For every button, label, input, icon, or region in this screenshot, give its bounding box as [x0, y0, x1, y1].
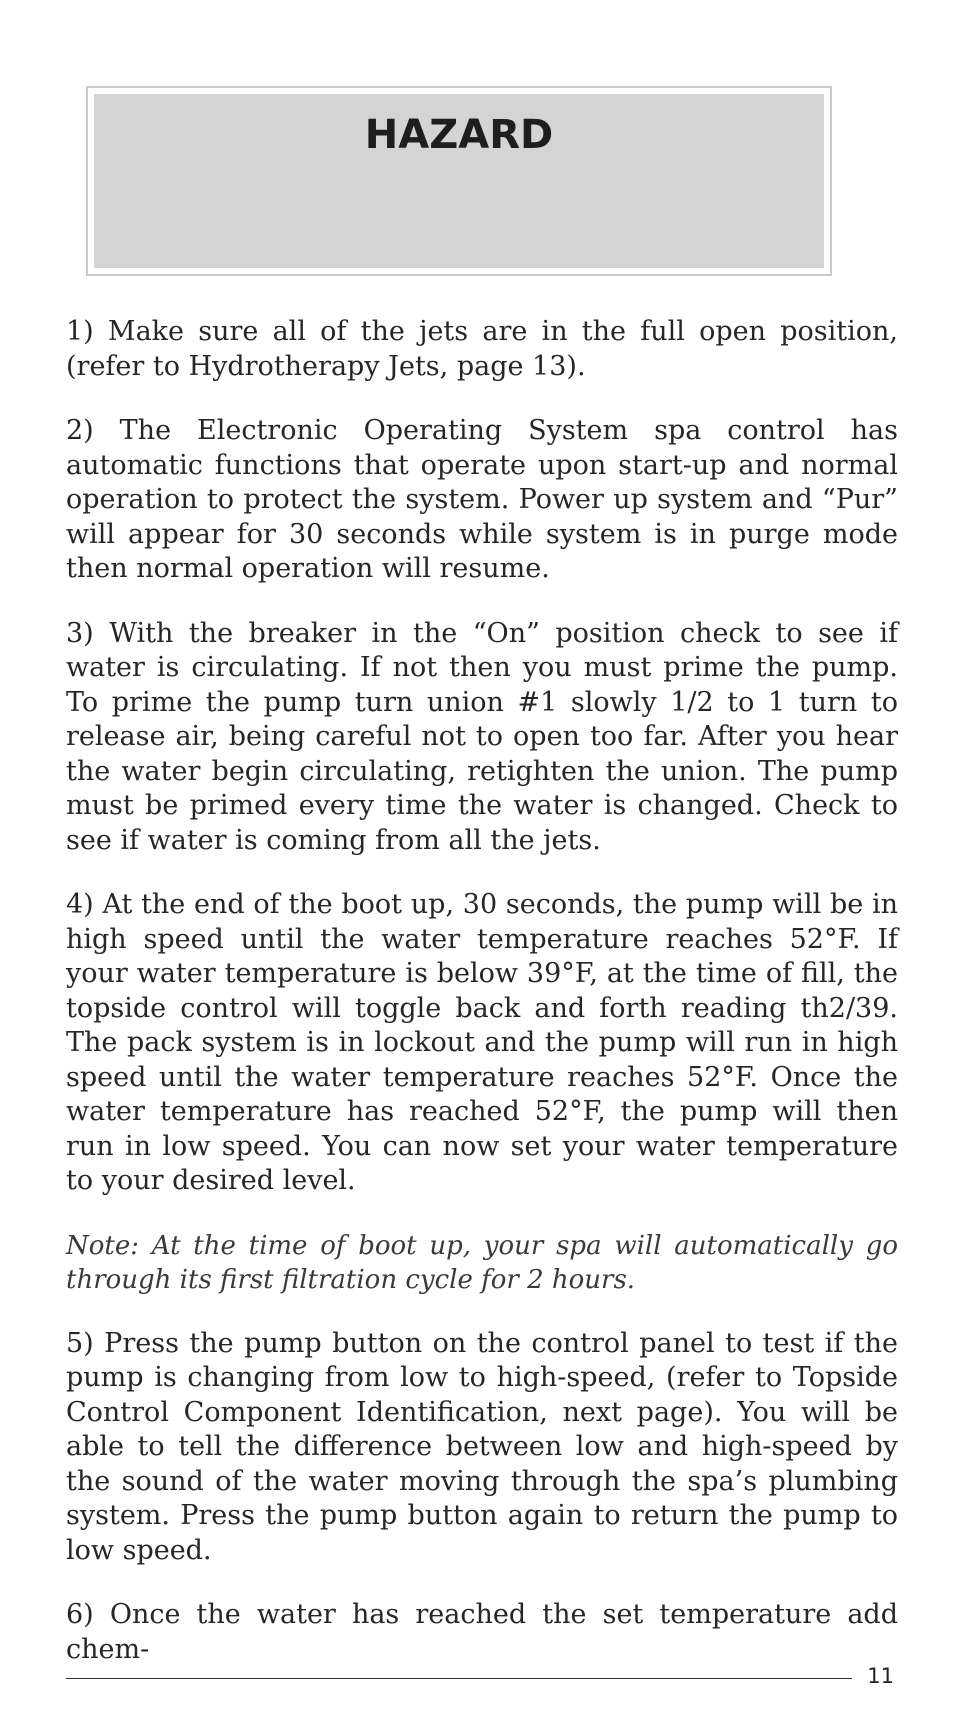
step-5-paragraph: 5) Press the pump button on the control panel to test if the pump is changing from low to high-speed, (refer to Topside Control Component Identification, next page). You will be able to tell the difference between low and high-speed by the sound of the water moving through the spa’s plumbing system. Press the pump button again to return the pump to low speed. [66, 1327, 898, 1566]
step-1-paragraph: 1) Make sure all of the jets are in the full open position, (refer to Hydrotherapy Jets, page 13). [66, 316, 898, 382]
step-6-paragraph: 6) Once the water has reached the set temperature add chem- [66, 1599, 898, 1665]
hazard-box [86, 86, 832, 276]
boot-up-note: Note: At the time of boot up, your spa will automatically go through its first filtration cycle for 2 hours. [66, 1230, 898, 1295]
instructions-body [66, 315, 898, 1667]
step-3-paragraph: 3) With the breaker in the “On” position check to see if water is circulating. If not then you must prime the pump. To prime the pump turn union #1 slowly 1/2 to 1 turn to release air, being careful not to open too far. After you hear the water begin circulating, retighten the union. The pump must be primed every time the water is changed. Check to see if water is coming from all the jets. [66, 617, 898, 856]
page-number: 11 [867, 1664, 894, 1688]
step-4-paragraph: 4) At the end of the boot up, 30 seconds, the pump will be in high speed until the water temperature reaches 52°F. If your water temperature is below 39°F, at the time of fill, the topside control will toggle back and forth reading th2/39. The pack system is in lockout and the pump will run in high speed until the water temperature reaches 52°F. Once the water temperature has reached 52°F, the pump will then run in low speed. You can now set your water temperature to your desired level. [66, 889, 898, 1196]
step-2-paragraph: 2) The Electronic Operating System spa control has automatic functions that operate upon start-up and normal operation to protect the system. Power up system and “Pur” will appear for 30 seconds while system is in purge mode then normal operation will resume. [66, 415, 898, 584]
footer-divider [66, 1678, 852, 1679]
hazard-panel [94, 94, 824, 268]
hazard-title: HAZARD [364, 112, 554, 158]
